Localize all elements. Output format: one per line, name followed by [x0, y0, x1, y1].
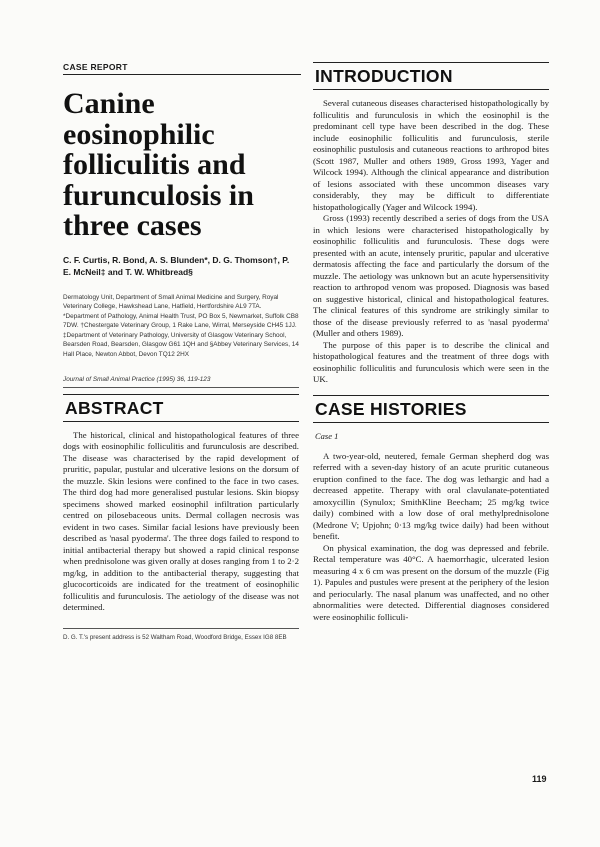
- author-list: C. F. Curtis, R. Bond, A. S. Blunden*, D. G. Thomson†, P. E. McNeil‡ and T. W. Whitbread§: [63, 254, 290, 277]
- section-label: CASE REPORT: [63, 62, 301, 75]
- introduction-heading: INTRODUCTION: [313, 62, 549, 90]
- affiliations: Dermatology Unit, Department of Small Animal Medicine and Surgery, Royal Veterinary College, Hawkshead Lane, Hatfield, Hertfordshire AL9 7TA. *Department of Pathology, Animal Health Trust, PO Box 5, Newmarket, Suffolk CB8 7DW. †Chestergate Veterinary Group, 1 Rake Lane, Wirral, Merseyside CH45 1JJ. ‡Department of Veterinary Pathology, University of Glasgow Veterinary School, Bearsden Road, Bearsden, Glasgow G61 1QH and §Abbey Veterinary Services, 14 Hall Place, Newton Abbot, Devon TQ12 2HX: [63, 293, 299, 359]
- page-number: 119: [532, 774, 547, 784]
- intro-paragraph-3: The purpose of this paper is to describe the clinical and histopathological features and the treatment of three dogs with eosinophilic folliculitis and furunculosis which were seen in the UK.: [313, 339, 549, 384]
- left-column: [63, 62, 299, 642]
- article-title: Canine eosinophilic folliculitis and furunculosis in three cases: [63, 87, 254, 242]
- intro-paragraph-1: Several cutaneous diseases characterised histopathologically by folliculitis and furunculosis in which the eosinophil is the predominant cell type have been described in the dog. These include eosinophilic folliculitis and furunculosis, sterile eosinophilic pustulosis and cutaneous reactions to arthropod bites (Scott 1987, Muller and others 1989, Gross 1993, Yager and Wilcock 1994). Although the clinical appearance and distribution of lesions associated with these uncommon diseases vary considerably, they may be difficult to differentiate histopathologically (Yager and Wilcock 1994).: [313, 98, 549, 212]
- intro-paragraph-2: Gross (1993) recently described a series of dogs from the USA in which lesions were characterised histopathologically by eosinophilic folliculitis and furunculosis. These dogs were presented with an acute, intensely pruritic, papular and ulcerative dermatosis affecting the face and particularly the dorsum of the muzzle. The aetiology was unknown but an acute hypersensitivity reaction to arthropod venom was proposed. Diagnosis was based on suggestive historical, clinical and histopathological features. The clinical features of this syndrome are strikingly similar to those of the disease previously referred to as 'nasal pyoderma' (Muller and others 1989).: [313, 213, 549, 338]
- case-histories-heading: CASE HISTORIES: [313, 395, 549, 423]
- footnote: D. G. T.'s present address is 52 Waltham Road, Woodford Bridge, Essex IG8 8EB: [63, 628, 299, 642]
- case-paragraph-2: On physical examination, the dog was depressed and febrile. Rectal temperature was 40°C. A haemorrhagic, ulcerated lesion measuring 4 x 6 cm was present on the dorsum of the muzzle (Fig 1). Papules and pustules were present at the periphery of the lesion and periocularly. The nasal planum was unaffected, and no other abnormalities were detected. Differential diagnoses considered were eosinophilic folliculi-: [313, 542, 549, 622]
- abstract-heading: ABSTRACT: [63, 394, 299, 422]
- right-column: [313, 62, 549, 623]
- case-1-label: Case 1: [315, 430, 339, 441]
- case-paragraph-1: A two-year-old, neutered, female German shepherd dog was referred with a seven-day history of an acute pruritic cutaneous eruption confined to the face. The dog was lethargic and had a decreased appetite. Therapy with oral clavulanate-potentiated amoxycillin (Synulox; SmithKline Beecham; 25 mg/kg twice daily) combined with a low dose of oral methylprednisolone (Medrone V; Upjohn; 0·13 mg/kg twice daily) had been without benefit.: [313, 450, 549, 541]
- abstract-text: The historical, clinical and histopathological features of three dogs with eosinophilic folliculitis and furunculosis are described. The disease was characterised by the rapid development of pruritic, papular, pustular and ulcerative lesions on the dorsum of the muzzle. Skin lesions were confined to the face in two cases. The third dog had more generalised pustular lesions. Skin biopsy specimens showed marked eosinophil infiltration particularly centred on pilosebaceous units. Dermal collagen necrosis was evident in two cases. Similar facial lesions have previously been described as 'nasal pyoderma'. The three dogs failed to respond to initial antibacterial therapy but showed a rapid clinical response when prednisolone was given orally at doses ranging from 1 to 2·2 mg/kg, in addition to the antibacterial therapy, suggesting that glucocorticoids are indicated for the treatment of eosinophilic folliculitis and furunculosis. The aetiology of the disease was not determined.: [63, 429, 299, 613]
- journal-reference: Journal of Small Animal Practice (1995) 36, 119-123: [63, 376, 299, 388]
